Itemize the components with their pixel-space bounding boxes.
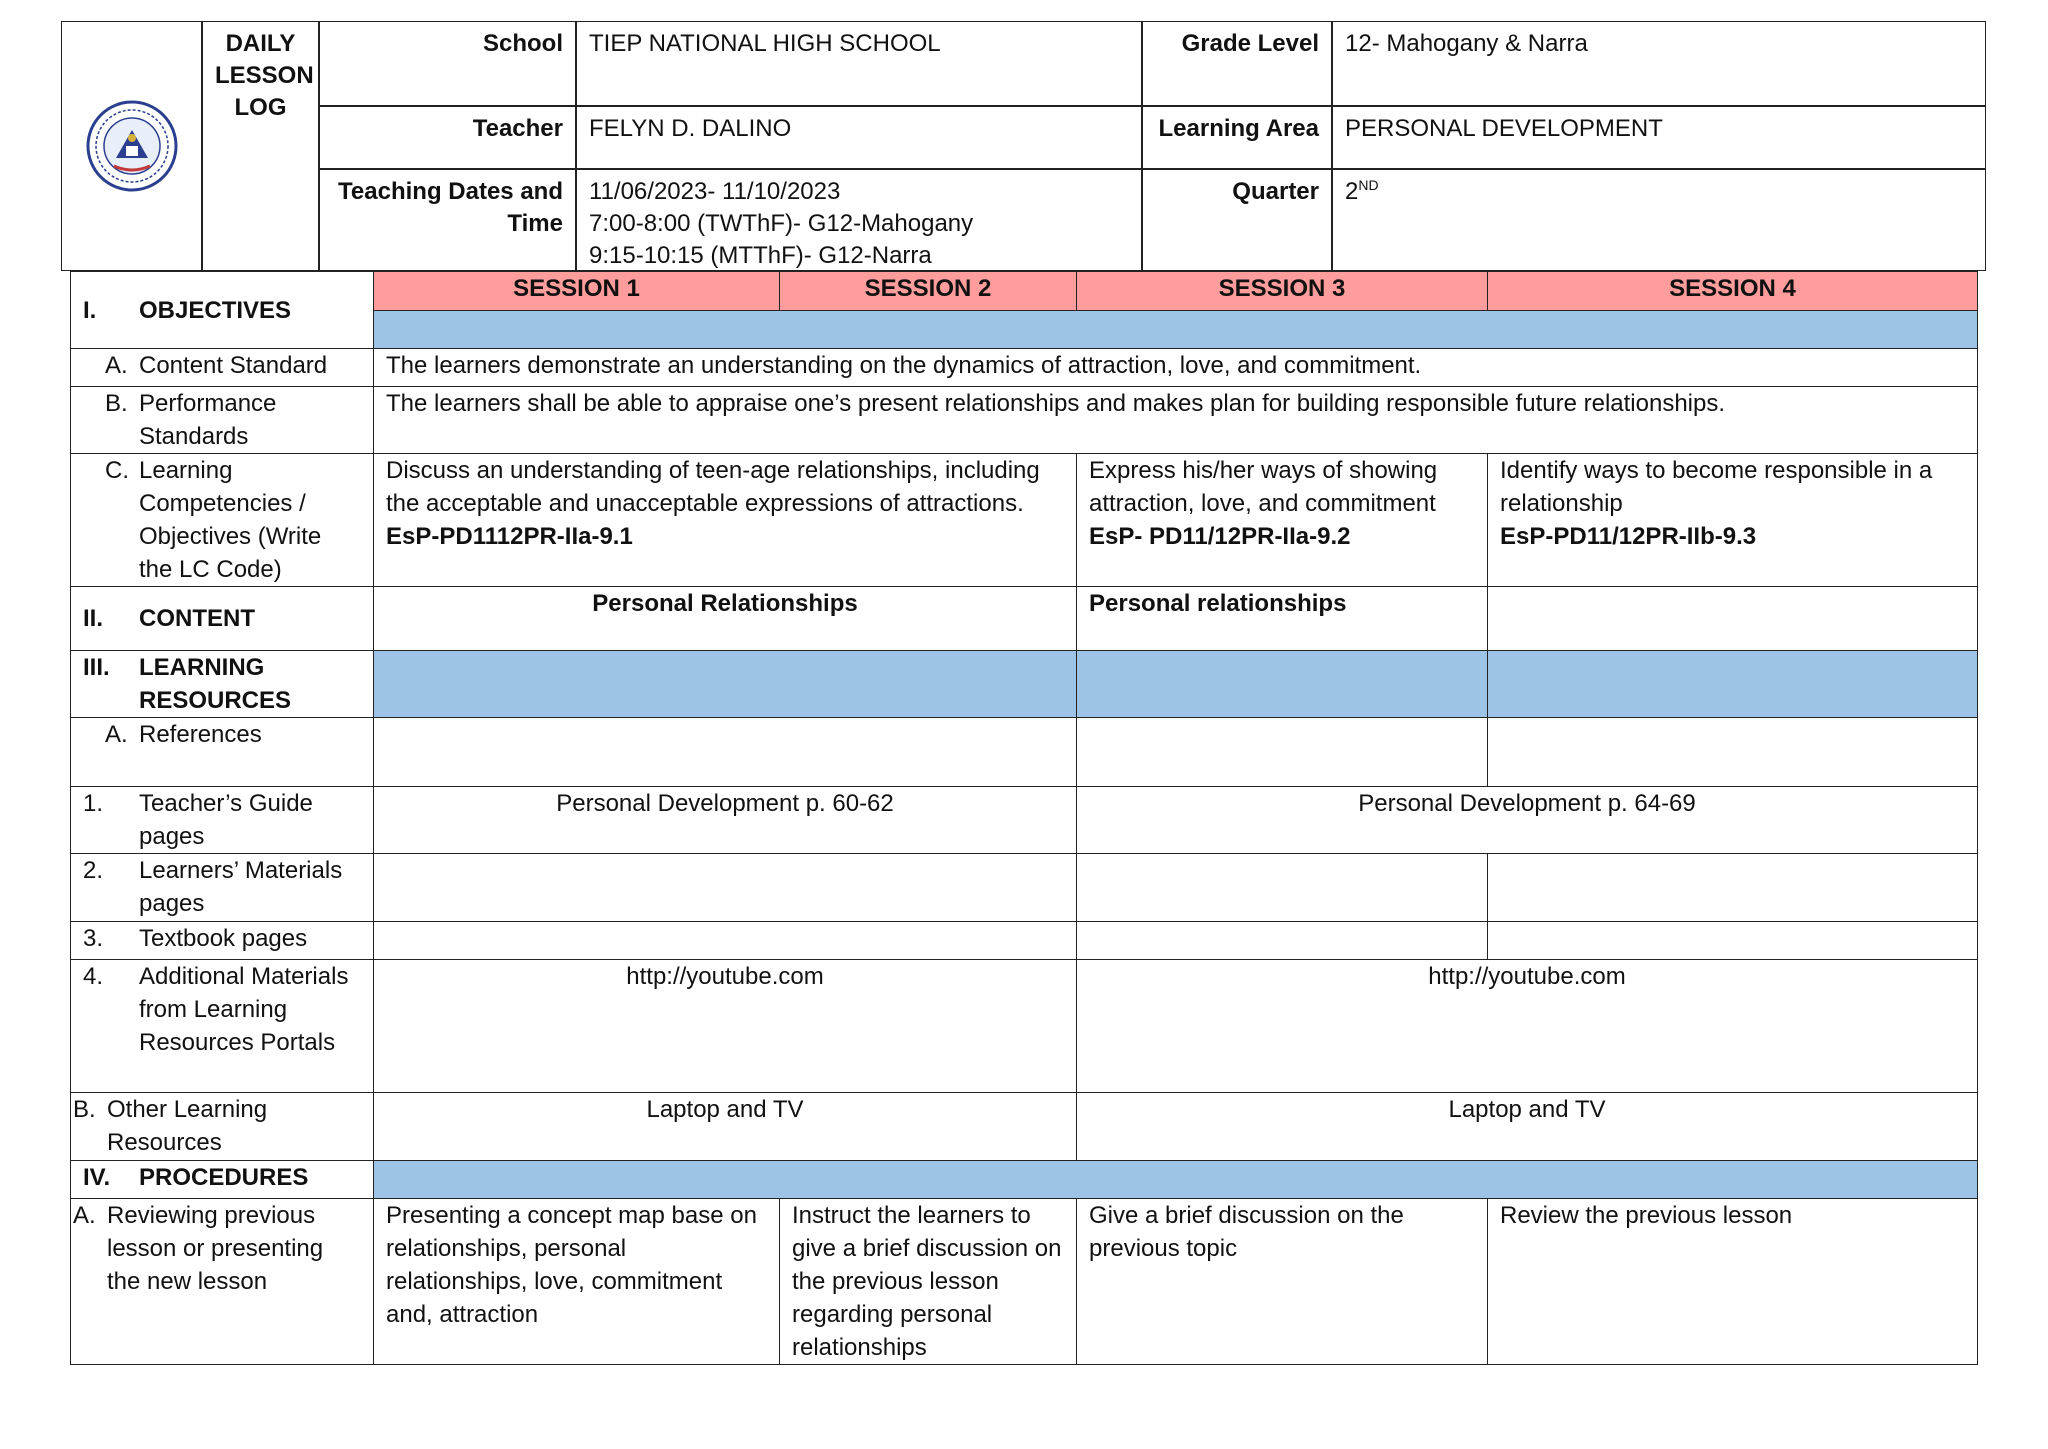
logo-cell bbox=[61, 21, 202, 271]
other-label: Other Learning Resources bbox=[107, 1096, 268, 1156]
references-s4 bbox=[1488, 718, 1978, 787]
title-line-2: LESSON bbox=[215, 62, 314, 89]
references-s12 bbox=[374, 718, 1077, 787]
performance-standards-row bbox=[71, 387, 1978, 454]
other-session-1-2: Laptop and TV bbox=[374, 1093, 1077, 1161]
procedures-blue-band bbox=[374, 1161, 1978, 1199]
tb-label: Textbook pages bbox=[139, 925, 308, 952]
teacher-value: FELYN D. DALINO bbox=[576, 106, 1142, 169]
deped-seal-icon bbox=[86, 100, 178, 192]
lesson-log-table bbox=[70, 271, 1978, 1365]
objectives-heading bbox=[71, 272, 374, 349]
procedures-heading bbox=[71, 1161, 374, 1199]
am-label: Additional Materials from Learning Resources Portals bbox=[139, 963, 349, 1056]
tg-session-1-2: Personal Development p. 60-62 bbox=[374, 787, 1077, 854]
procedures-row bbox=[71, 1161, 1978, 1199]
teacher-label: Teacher bbox=[319, 106, 576, 169]
competency-session-4 bbox=[1488, 454, 1978, 587]
session-4-header: SESSION 4 bbox=[1488, 272, 1978, 311]
performance-label: Performance Standards bbox=[139, 390, 277, 450]
teaching-dates-label-line-1: Teaching Dates and bbox=[338, 178, 563, 205]
lm-s12 bbox=[374, 854, 1077, 922]
daily-lesson-log-title bbox=[202, 21, 319, 271]
resources-blue-s4 bbox=[1488, 651, 1978, 718]
textbook-row bbox=[71, 922, 1978, 960]
learning-resources-heading bbox=[71, 651, 374, 718]
other-session-3-4: Laptop and TV bbox=[1077, 1093, 1978, 1161]
lm-s3 bbox=[1077, 854, 1488, 922]
session-3-header: SESSION 3 bbox=[1077, 272, 1488, 311]
grade-level-value: 12- Mahogany & Narra bbox=[1332, 21, 1986, 106]
content-num: II. bbox=[83, 605, 104, 632]
other-letter: B. bbox=[73, 1096, 96, 1123]
tg-label: Teacher’s Guide pages bbox=[139, 790, 313, 850]
additional-materials-row bbox=[71, 960, 1978, 1093]
teaching-dates-label-line-2: Time bbox=[507, 210, 563, 237]
learning-competencies-row bbox=[71, 454, 1978, 587]
content-session-4 bbox=[1488, 587, 1978, 651]
objectives-label: OBJECTIVES bbox=[139, 296, 292, 324]
teaching-dates-label bbox=[319, 169, 576, 271]
learning-area-value: PERSONAL DEVELOPMENT bbox=[1332, 106, 1986, 169]
lm-num: 2. bbox=[83, 857, 104, 884]
additional-materials-label-cell bbox=[71, 960, 374, 1093]
am-session-1-2: http://youtube.com bbox=[374, 960, 1077, 1093]
content-standard-label-cell bbox=[71, 349, 374, 387]
other-resources-label-cell bbox=[71, 1093, 374, 1161]
textbook-label-cell bbox=[71, 922, 374, 960]
content-standard-text: The learners demonstrate an understanding on the dynamics of attraction, love, and commitment. bbox=[374, 349, 1978, 387]
procedures-label: PROCEDURES bbox=[139, 1164, 309, 1191]
resources-label: LEARNING RESOURCES bbox=[139, 654, 292, 714]
content-standard-letter: A. bbox=[105, 352, 128, 379]
review-letter: A. bbox=[73, 1202, 96, 1229]
competency-session-3 bbox=[1077, 454, 1488, 587]
competency-label: Learning Competencies / Objectives (Write the LC Code) bbox=[139, 457, 322, 583]
references-s3 bbox=[1077, 718, 1488, 787]
resources-blue-s3 bbox=[1077, 651, 1488, 718]
other-resources-row bbox=[71, 1093, 1978, 1161]
review-label: Reviewing previous lesson or presenting the new lesson bbox=[107, 1202, 324, 1295]
tb-s12 bbox=[374, 922, 1077, 960]
objectives-header-row bbox=[71, 272, 1978, 311]
school-label: School bbox=[319, 21, 576, 106]
references-label: References bbox=[139, 721, 262, 748]
tb-s4 bbox=[1488, 922, 1978, 960]
quarter-number: 2 bbox=[1345, 178, 1359, 205]
content-heading bbox=[71, 587, 374, 651]
competency-s12-text: Discuss an understanding of teen-age relationships, including the acceptable and unacceptable expressions of attractions. bbox=[386, 457, 1040, 517]
competency-letter: C. bbox=[105, 457, 129, 484]
session-2-header: SESSION 2 bbox=[780, 272, 1077, 311]
reviewing-lesson-row bbox=[71, 1199, 1978, 1365]
session-1-header: SESSION 1 bbox=[374, 272, 780, 311]
competency-s4-code: EsP-PD11/12PR-IIb-9.3 bbox=[1500, 523, 1757, 550]
learning-competencies-label-cell bbox=[71, 454, 374, 587]
teachers-guide-label-cell bbox=[71, 787, 374, 854]
review-session-2: Instruct the learners to give a brief discussion on the previous lesson regarding personal relationships bbox=[780, 1199, 1077, 1365]
quarter-label: Quarter bbox=[1142, 169, 1332, 271]
content-session-3: Personal relationships bbox=[1077, 587, 1488, 651]
objectives-blue-band bbox=[374, 311, 1978, 349]
content-session-1-2: Personal Relationships bbox=[374, 587, 1077, 651]
grade-level-label: Grade Level bbox=[1142, 21, 1332, 106]
quarter-value bbox=[1332, 169, 1986, 271]
references-letter: A. bbox=[105, 721, 128, 748]
competency-s3-text: Express his/her ways of showing attraction, love, and commitment bbox=[1089, 457, 1438, 517]
references-label-cell bbox=[71, 718, 374, 787]
title-line-3: LOG bbox=[234, 94, 287, 121]
tg-num: 1. bbox=[83, 790, 104, 817]
learning-resources-row bbox=[71, 651, 1978, 718]
tb-num: 3. bbox=[83, 925, 104, 952]
content-label: CONTENT bbox=[139, 605, 255, 632]
dates-line-1: 11/06/2023- 11/10/2023 bbox=[589, 178, 841, 205]
tb-s3 bbox=[1077, 922, 1488, 960]
dates-line-2: 7:00-8:00 (TWThF)- G12-Mahogany bbox=[589, 210, 974, 237]
school-value: TIEP NATIONAL HIGH SCHOOL bbox=[576, 21, 1142, 106]
content-row bbox=[71, 587, 1978, 651]
performance-letter: B. bbox=[105, 390, 128, 417]
competency-session-1-2 bbox=[374, 454, 1077, 587]
content-standard-label: Content Standard bbox=[139, 352, 328, 379]
am-session-3-4: http://youtube.com bbox=[1077, 960, 1978, 1093]
learners-materials-label-cell bbox=[71, 854, 374, 922]
procedures-num: IV. bbox=[83, 1164, 111, 1191]
review-session-4: Review the previous lesson bbox=[1488, 1199, 1978, 1365]
resources-num: III. bbox=[83, 654, 110, 681]
competency-s4-text: Identify ways to become responsible in a relationship bbox=[1500, 457, 1933, 517]
performance-standards-label-cell bbox=[71, 387, 374, 454]
performance-standards-text: The learners shall be able to appraise one’s present relationships and makes plan for building responsible future relationships. bbox=[374, 387, 1978, 454]
teaching-dates-value bbox=[576, 169, 1142, 271]
learning-area-label: Learning Area bbox=[1142, 106, 1332, 169]
objectives-num: I. bbox=[83, 296, 97, 324]
lm-label: Learners’ Materials pages bbox=[139, 857, 343, 917]
learners-materials-row bbox=[71, 854, 1978, 922]
competency-s3-code: EsP- PD11/12PR-IIa-9.2 bbox=[1089, 523, 1351, 550]
references-row bbox=[71, 718, 1978, 787]
tg-session-3-4: Personal Development p. 64-69 bbox=[1077, 787, 1978, 854]
lm-s4 bbox=[1488, 854, 1978, 922]
review-session-1: Presenting a concept map base on relationships, personal relationships, love, commitment and, attraction bbox=[374, 1199, 780, 1365]
header-block bbox=[61, 21, 1986, 271]
quarter-suffix: ND bbox=[1358, 177, 1379, 193]
resources-blue-s12 bbox=[374, 651, 1077, 718]
competency-s12-code: EsP-PD1112PR-IIa-9.1 bbox=[386, 523, 633, 550]
am-num: 4. bbox=[83, 963, 104, 990]
reviewing-label-cell bbox=[71, 1199, 374, 1365]
review-session-3: Give a brief discussion on the previous topic bbox=[1077, 1199, 1488, 1365]
title-line-1: DAILY bbox=[225, 30, 296, 57]
teachers-guide-row bbox=[71, 787, 1978, 854]
content-standard-row bbox=[71, 349, 1978, 387]
dates-line-3: 9:15-10:15 (MTThF)- G12-Narra bbox=[589, 242, 932, 269]
